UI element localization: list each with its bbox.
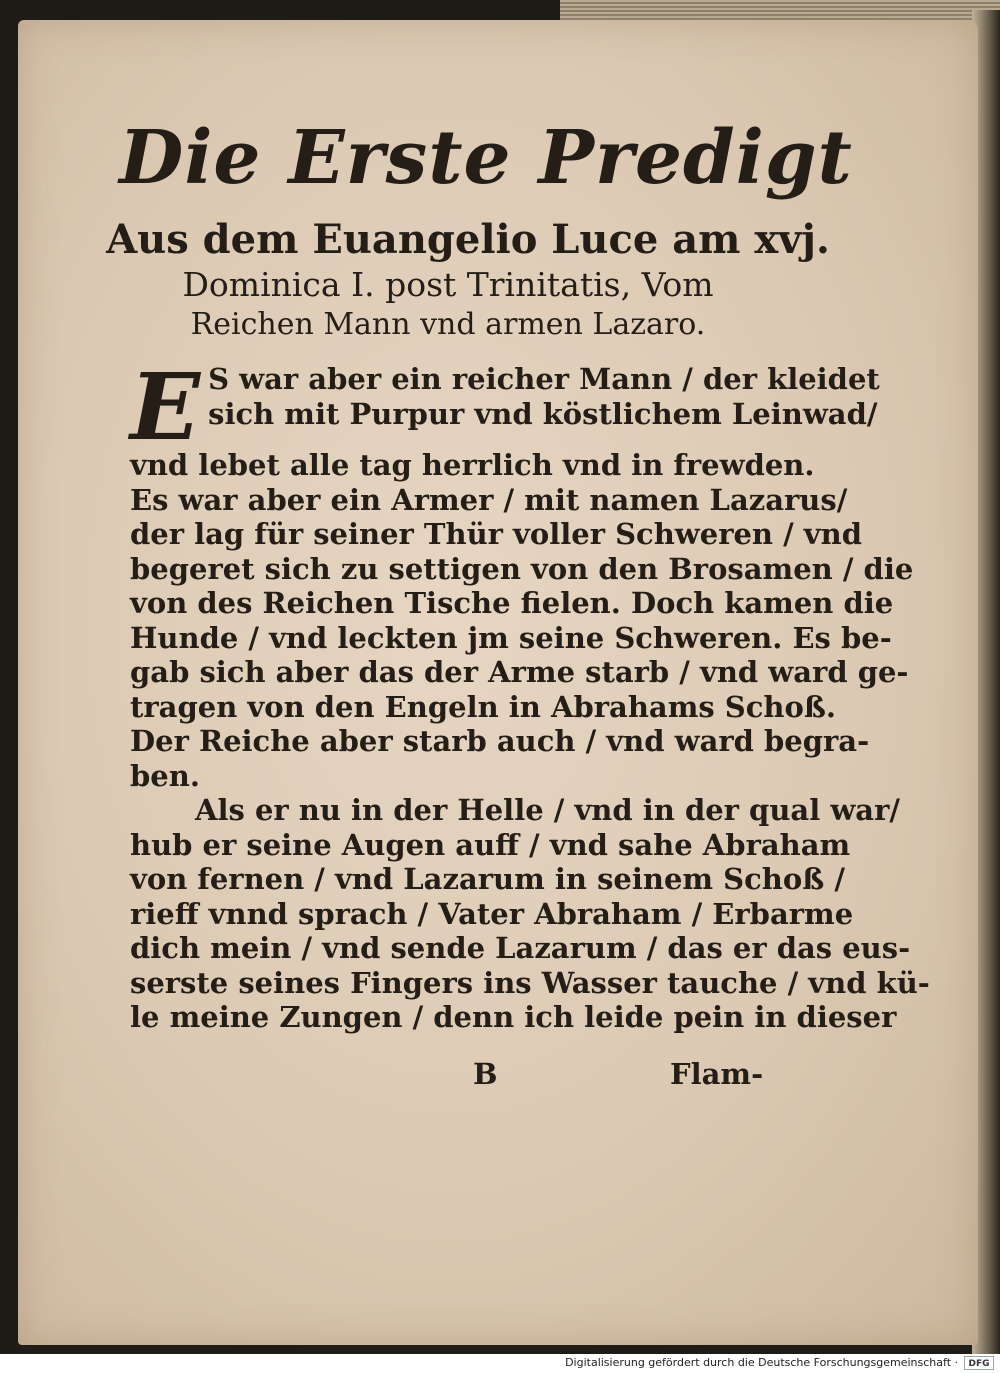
text-line: rieff vnnd sprach / Vater Abraham / Erbarme: [130, 896, 854, 931]
catchword: Flam-: [670, 1057, 764, 1091]
dfg-logo: DFG: [964, 1356, 994, 1370]
document-subtitle-2: Dominica I. post Trinitatis, Vom: [182, 265, 714, 304]
document-subtitle-3: Reichen Mann vnd armen Lazaro.: [190, 307, 706, 342]
text-line: le meine Zungen / denn ich leide pein in dieser: [130, 1000, 897, 1034]
text-line: S war aber ein reicher Mann / der kleidet: [208, 362, 880, 396]
drop-cap: E: [130, 353, 201, 461]
text-line: serste seines Fingers ins Wasser tauche / vnd kü-: [130, 965, 930, 1000]
body-text: [130, 353, 930, 1035]
signature-mark: B: [473, 1057, 498, 1091]
text-line: vnd lebet alle tag herrlich vnd in frewden.: [130, 448, 815, 482]
footer-bar: [0, 1354, 1000, 1373]
text-line: dich mein / vnd sende Lazarum / das er das eus-: [130, 931, 911, 965]
text-line: von fernen / vnd Lazarum in seinem Schoß /: [130, 862, 845, 896]
text-line: hub er seine Augen auff / vnd sahe Abraham: [130, 827, 851, 862]
document-title: Die Erste Predigt: [119, 115, 853, 201]
page: [18, 20, 978, 1345]
funding-notice: Digitalisierung gefördert durch die Deutsche Forschungsgemeinschaft ·: [565, 1356, 958, 1369]
text-line: begeret sich zu settigen von den Brosamen / die: [130, 551, 914, 586]
text-line: tragen von den Engeln in Abrahams Schoß.: [130, 689, 836, 724]
text-line: ben.: [130, 758, 200, 793]
text-line: gab sich aber das der Arme starb / vnd ward ge-: [130, 655, 909, 689]
text-line: Es war aber ein Armer / mit namen Lazarus/: [130, 482, 848, 517]
text-line: sich mit Purpur vnd köstlichem Leinwad/: [208, 396, 878, 431]
text-line: Als er nu in der Helle / vnd in der qual war/: [195, 793, 900, 827]
text-line: von des Reichen Tische fielen. Doch kamen die: [130, 586, 894, 620]
document-subtitle: Aus dem Euangelio Luce am xvj.: [106, 216, 830, 263]
text-line: Der Reiche aber starb auch / vnd ward begra-: [130, 724, 870, 758]
text-line: der lag für seiner Thür voller Schweren / vnd: [130, 517, 863, 551]
text-line: Hunde / vnd leckten jm seine Schweren. Es be-: [130, 620, 892, 655]
